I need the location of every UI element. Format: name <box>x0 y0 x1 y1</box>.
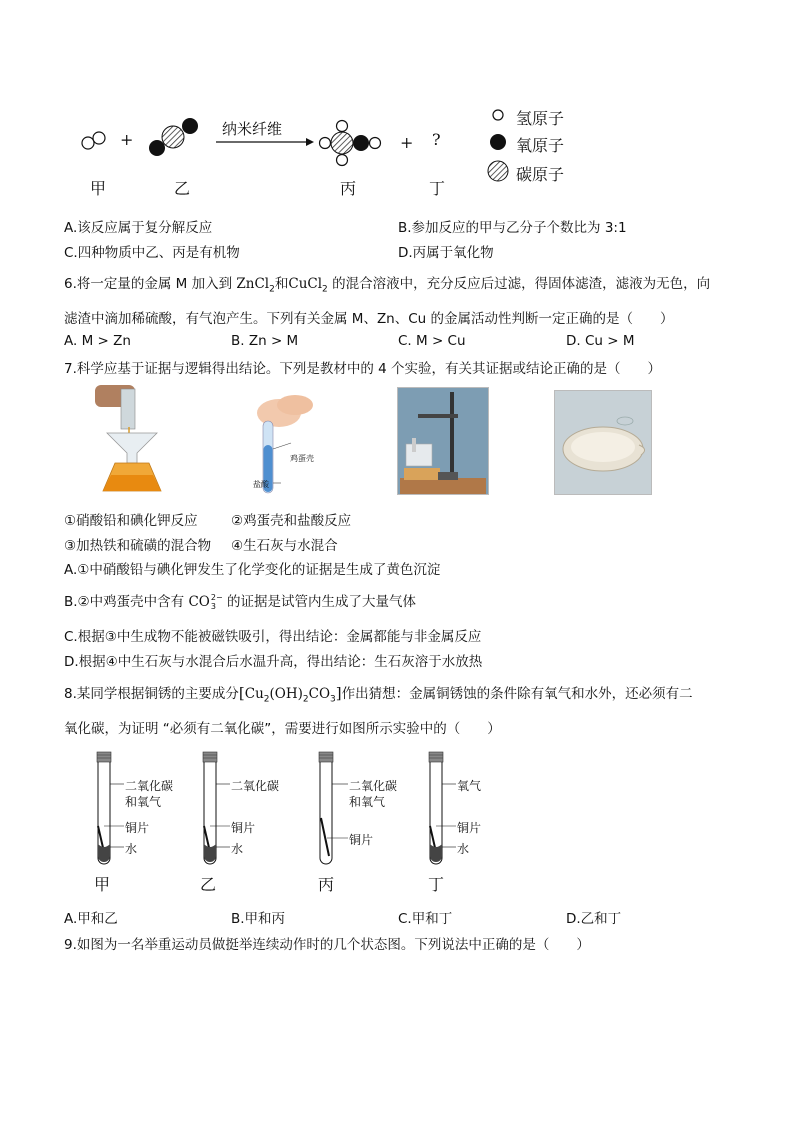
molecule-yi <box>149 118 198 156</box>
q9-stem: 9.如图为一名举重运动员做挺举连续动作时的几个状态图。下列说法中正确的是（ ） <box>64 937 590 953</box>
photo-lead-nitrate-reaction <box>93 383 171 495</box>
arrow-label: 纳米纤维 <box>222 120 283 138</box>
q5-option-c[interactable]: C.四种物质中乙、丙是有机物 <box>64 245 240 261</box>
tube-name-yi: 乙 <box>200 875 217 894</box>
plus-sign: + <box>120 130 134 149</box>
tube-ding <box>429 752 456 864</box>
tube-bing-gas1: 二氧化碳 <box>349 779 398 793</box>
q7-option-a[interactable]: A.①中硝酸铅与碘化钾发生了化学变化的证据是生成了黄色沉淀 <box>64 562 441 578</box>
q6-option-a[interactable]: A. M > Zn <box>64 333 131 349</box>
tube-ding-copper: 铜片 <box>457 821 482 835</box>
tube-ding-water: 水 <box>457 842 470 856</box>
tube-name-ding: 丁 <box>428 875 445 894</box>
q7-caption-2: ②鸡蛋壳和盐酸反应 <box>231 513 352 529</box>
q7-option-d[interactable]: D.根据④中生石灰与水混合后水温升高，得出结论：生石灰溶于水放热 <box>64 654 483 670</box>
q7-stem: 7.科学应基于证据与逻辑得出结论。下列是教材中的 4 个实验，有关其证据或结论正确的是（ ） <box>64 361 662 377</box>
tube-yi-copper: 铜片 <box>231 821 256 835</box>
legend-carbon: 碳原子 <box>516 165 565 184</box>
tube-name-jia: 甲 <box>94 875 111 894</box>
tube-jia <box>97 752 124 864</box>
oxygen-legend-icon <box>490 134 506 150</box>
q6-option-c[interactable]: C. M > Cu <box>398 333 466 349</box>
tube-yi-gas1: 二氧化碳 <box>231 779 280 793</box>
label-bing: 丙 <box>340 179 357 198</box>
tube-bing-copper: 铜片 <box>349 833 374 847</box>
molecule-jia <box>82 132 105 149</box>
hydrogen-legend-icon <box>493 110 503 120</box>
photo-quicklime-water <box>554 390 652 495</box>
q6-stem-line2: 滤渣中滴加稀硫酸，有气泡产生。下列有关金属 M、Zn、Cu 的金属活动性判断一定正确的是（ ） <box>64 311 674 327</box>
q8-option-c[interactable]: C.甲和丁 <box>398 911 453 927</box>
tube-ding-gas1: 氧气 <box>457 779 482 793</box>
label-acid: 盐酸 <box>253 480 269 489</box>
tube-yi-water: 水 <box>231 842 244 856</box>
unknown-product: ? <box>432 130 441 149</box>
q5-option-b[interactable]: B.参加反应的甲与乙分子个数比为 3:1 <box>398 220 627 236</box>
tube-jia-water: 水 <box>125 842 138 856</box>
q7-caption-1: ①硝酸铅和碘化钾反应 <box>64 513 198 529</box>
tube-bing <box>319 752 348 864</box>
legend-oxygen: 氧原子 <box>516 136 565 155</box>
test-tube-apparatus <box>0 748 794 868</box>
q5-option-a[interactable]: A.该反应属于复分解反应 <box>64 220 213 236</box>
tube-bing-gas2: 和氧气 <box>349 795 386 809</box>
tube-jia-gas1: 二氧化碳 <box>125 779 174 793</box>
reaction-diagram <box>0 95 794 205</box>
q7-caption-4: ④生石灰与水混合 <box>231 538 338 554</box>
plus-sign: + <box>400 133 414 152</box>
label-jia: 甲 <box>90 179 107 198</box>
tube-jia-copper: 铜片 <box>125 821 150 835</box>
photo-iron-sulfur-heating <box>397 387 489 495</box>
molecule-bing <box>320 121 381 166</box>
tube-yi <box>203 752 230 864</box>
q5-option-d[interactable]: D.丙属于氧化物 <box>398 245 494 261</box>
q6-option-d[interactable]: D. Cu > M <box>566 333 635 349</box>
tube-name-bing: 丙 <box>318 875 335 894</box>
q8-option-a[interactable]: A.甲和乙 <box>64 911 118 927</box>
legend-hydrogen: 氢原子 <box>516 109 565 128</box>
carbon-legend-icon <box>488 161 508 181</box>
tube-jia-gas2: 和氧气 <box>125 795 162 809</box>
q8-option-b[interactable]: B.甲和丙 <box>231 911 286 927</box>
label-ding: 丁 <box>429 179 446 198</box>
q8-stem-line2: 氧化碳，为证明 “必须有二氧化碳”，需要进行如图所示实验中的（ ） <box>64 721 501 737</box>
q7-option-c[interactable]: C.根据③中生成物不能被磁铁吸引，得出结论：金属都能与非金属反应 <box>64 629 482 645</box>
q6-option-b[interactable]: B. Zn > M <box>231 333 299 349</box>
label-yi: 乙 <box>174 179 191 198</box>
q7-caption-3: ③加热铁和硫磺的混合物 <box>64 538 212 554</box>
q8-option-d[interactable]: D.乙和丁 <box>566 911 622 927</box>
q6-stem-line1: 6.将一定量的金属 M 加入到 ZnCl$_2$和CuCl$_2$ 的混合溶液中，充分反应后过滤，得固体滤渣，滤液为无色，向 <box>64 276 711 295</box>
q8-stem-line1: 8.某同学根据铜锈的主要成分$[Cu_2(OH)_2CO_3]$作出猜想：金属铜锈蚀的条件除有氧气和水外，还必须有二 <box>64 684 693 705</box>
q7-option-b[interactable]: B.②中鸡蛋壳中含有 CO 2− 3 的证据是试管内生成了大量气体 <box>64 593 416 611</box>
label-eggshell: 鸡蛋壳 <box>290 454 314 463</box>
